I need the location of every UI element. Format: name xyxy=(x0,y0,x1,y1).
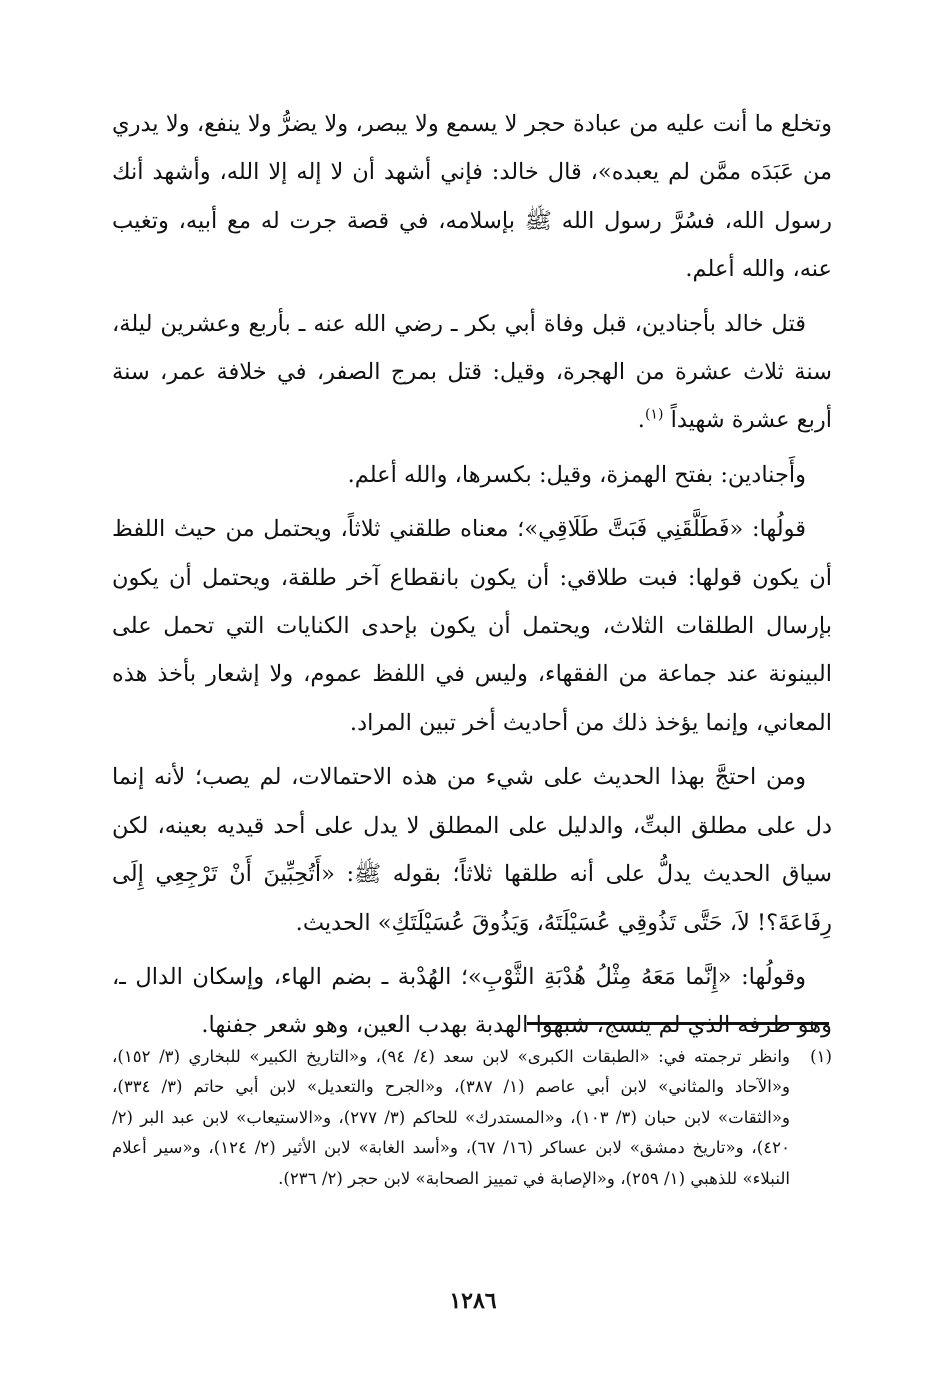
page-number: ١٢٨٦ xyxy=(449,1288,497,1314)
main-text xyxy=(112,100,832,1056)
paragraph-text: قتل خالد بأجنادين، قبل وفاة أبي بكر ـ رضي الله عنه ـ بأربع وعشرين ليلة، سنة ثلاث عشرة من الهجرة، وقيل: قتل بمرج الصفر، في خلافة عمر، سنة أربع عشرة شهيداً xyxy=(112,310,832,434)
footnote-divider xyxy=(527,1022,829,1025)
paragraph-end: . xyxy=(637,407,645,434)
footnote-text: وانظر ترجمته في: «الطبقات الكبرى» لابن سعد (٤/ ٩٤)، و«التاريخ الكبير» للبخاري (٣/ ١٥٢)، و«الآحاد والمثاني» لابن أبي عاصم (١/ ٣٨٧)، و«الجرح والتعديل» لابن أبي حاتم (٣/ ٣٣٤)، و«الثقات» لابن حبان (٣/ ١٠٣)، و«المستدرك» للحاكم (٣/ ٢٧٧)، و«الاستيعاب» لابن عبد البر (٢/ ٤٢٠)، و«تاريخ دمشق» لابن عساكر (١٦/ ٦٧)، و«أسد الغابة» لابن الأثير (٢/ ١٢٤)، و«سير أعلام النبلاء» للذهبي (١/ ٢٥٩)، و«الإصابة في تمييز الصحابة» لابن حجر (٢/ ٢٣٦). xyxy=(112,1047,790,1188)
footnote-number: (١) xyxy=(810,1047,832,1066)
paragraph: ومن احتجَّ بهذا الحديث على شيء من هذه الاحتمالات، لم يصب؛ لأنه إنما دل على مطلق البتِّ، والدليل على المطلق لا يدل على أحد قيديه بعينه، لكن سياق الحديث يدلُّ على أنه طلقها ثلاثاً؛ بقوله ﷺ: «أَتُحِبِّينَ أَنْ تَرْجِعِي إِلَى رِفَاعَةَ؟! لاَ، حَتَّى تَذُوقِي عُسَيْلَتَهُ، وَيَذُوقَ عُسَيْلَتَكِ» الحديث. xyxy=(112,764,832,936)
paragraph: وأَجنادين: بفتح الهمزة، وقيل: بكسرها، والله أعلم. xyxy=(347,461,806,488)
footnote-reference: (١) xyxy=(644,406,664,423)
paragraph: قولُها: «فَطَلَّقَنِي فَبَتَّ طَلَاقِي»؛ معناه طلقني ثلاثاً، ويحتمل من حيث اللفظ أن يكون قولها: فبت طلاقي: أن يكون بانقطاع آخر طلقة، ويحتمل أن يكون بإرسال الطلقات الثلاث، ويحتمل أن يكون بإحدى الكنايات التي تحمل على البينونة عند جماعة من الفقهاء، وليس في اللفظ عموم، ولا إشعار بأخذ هذه المعاني، وإنما يؤخذ ذلك من أحاديث أخر تبين المراد. xyxy=(112,516,832,736)
paragraph: وتخلع ما أنت عليه من عبادة حجر لا يسمع ولا يبصر، ولا يضرُّ ولا ينفع، ولا يدري من عَبَدَه ممَّن لم يعبده»، قال خالد: فإني أشهد أن لا إله إلا الله، وأشهد أنك رسول الله، فسُرَّ رسول الله ﷺ بإسلامه، في قصة جرت له مع أبيه، وتغيب عنه، والله أعلم. xyxy=(112,111,832,283)
footnote xyxy=(112,1042,832,1194)
paragraph: وقولُها: «إِنَّما مَعَهُ مِثْلُ هُدْبَةِ الثَّوْبِ»؛ الهُدْبة ـ بضم الهاء، وإسكان الدال ـ، وهو طرفه الذي لم ينسج، شبهوا الهدبة بهدب العين، وهو شعر جفنها. xyxy=(112,963,832,1039)
paragraph xyxy=(112,300,832,445)
